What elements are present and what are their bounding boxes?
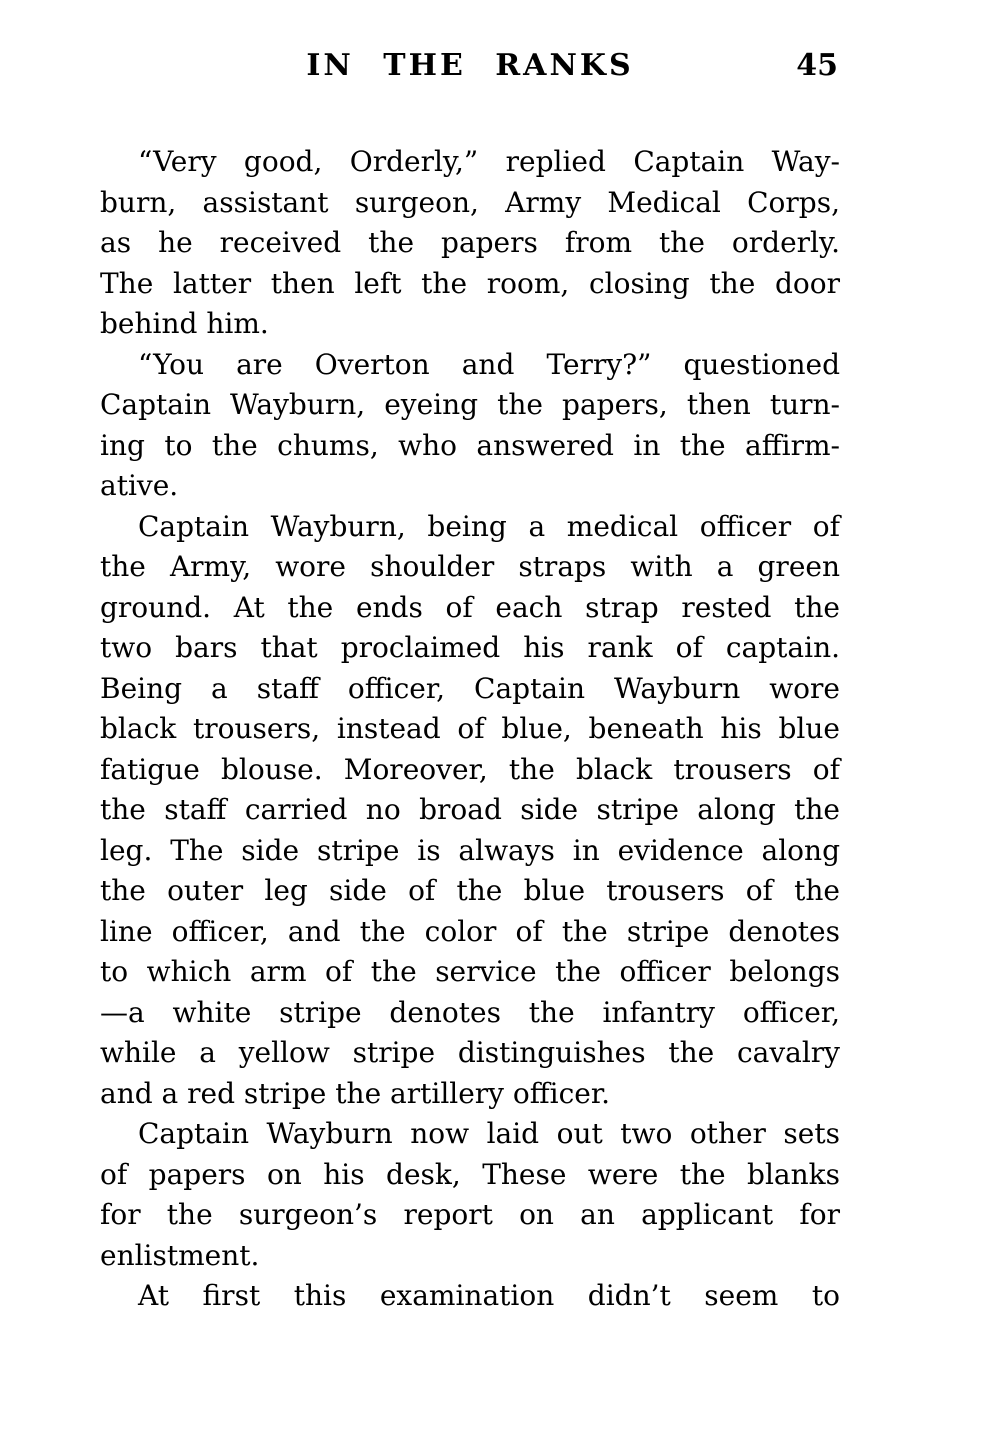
paragraph [100, 507, 840, 1115]
text-line: Captain Wayburn, being a medical officer of [138, 509, 840, 543]
text-line: Being a staff officer, Captain Wayburn wore [100, 671, 840, 705]
text-line: as he received the papers from the orderly. [100, 226, 840, 259]
text-line: the outer leg side of the blue trousers of the [100, 874, 840, 907]
text-line: The latter then left the room, closing the door [100, 266, 840, 300]
text-line: while a yellow stripe distinguishes the cavalry [100, 1036, 840, 1069]
text-line: leg. The side stripe is always in evidence along [100, 833, 840, 867]
paragraph [100, 345, 840, 507]
text-line: enlistment. [100, 1238, 260, 1272]
text-line: two bars that proclaimed his rank of captain. [100, 631, 840, 664]
page-body [100, 142, 840, 1317]
page-content [100, 48, 840, 1317]
text-line: ground. At the ends of each strap rested the [100, 590, 840, 624]
text-line: the staff carried no broad side stripe along the [100, 793, 840, 826]
text-line: of papers on his desk, These were the blanks [100, 1157, 840, 1191]
text-line: fatigue blouse. Moreover, the black trousers of [100, 752, 840, 786]
text-line: line officer, and the color of the stripe denotes [100, 914, 840, 948]
text-line: and a red stripe the artillery officer. [100, 1076, 611, 1110]
text-line: the Army, wore shoulder straps with a green [100, 550, 840, 583]
text-line: —a white stripe denotes the infantry officer, [100, 995, 840, 1029]
paragraph [100, 1114, 840, 1276]
text-line: to which arm of the service the officer belongs [100, 955, 840, 988]
text-line: behind him. [100, 307, 269, 340]
page-number: 45 [796, 48, 838, 83]
text-line: for the surgeon’s report on an applicant for [100, 1198, 840, 1231]
text-line: Captain Wayburn now laid out two other sets [138, 1117, 840, 1150]
text-line: black trousers, instead of blue, beneath his blue [100, 712, 840, 745]
text-line: ative. [100, 469, 179, 502]
text-line: Captain Wayburn, eyeing the papers, then turn- [100, 388, 840, 421]
text-line: At first this examination didn’t seem to [138, 1279, 840, 1312]
running-title: IN THE RANKS [306, 48, 634, 83]
paragraph [100, 1276, 840, 1317]
paragraph [100, 142, 840, 345]
text-line: burn, assistant surgeon, Army Medical Corps, [100, 185, 840, 219]
text-line: ing to the chums, who answered in the affirm- [100, 428, 840, 462]
text-line: “Very good, Orderly,” replied Captain Way- [138, 145, 840, 178]
page-header [100, 48, 840, 92]
text-line: “You are Overton and Terry?” questioned [138, 347, 840, 381]
